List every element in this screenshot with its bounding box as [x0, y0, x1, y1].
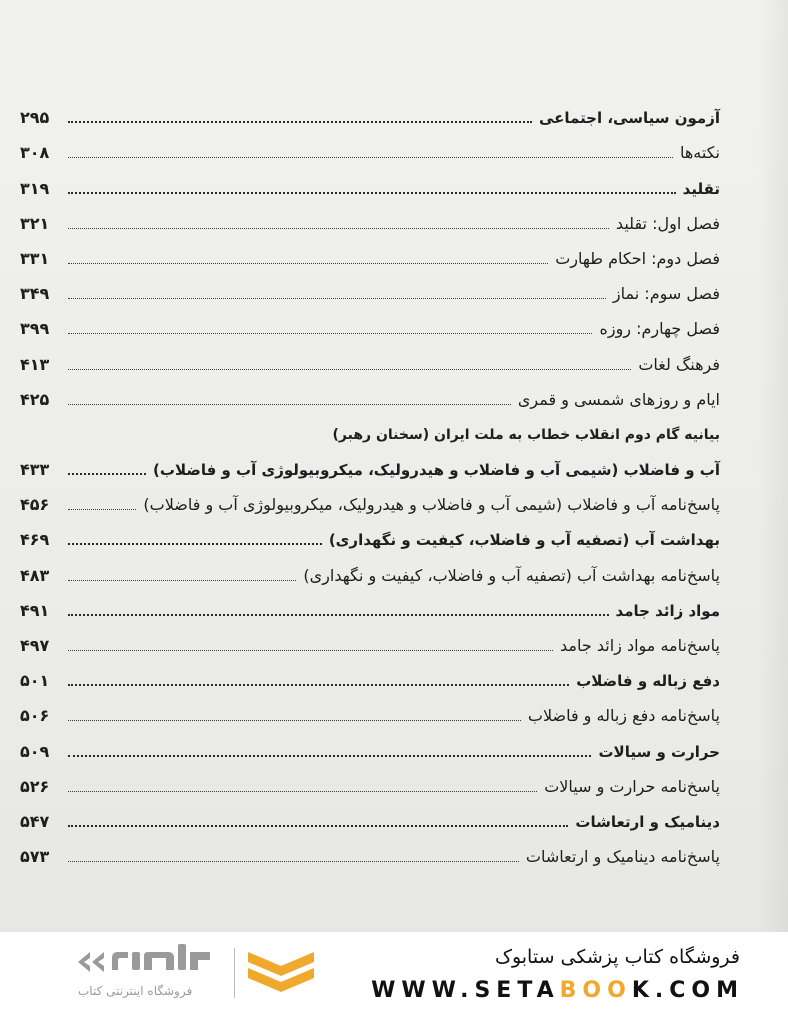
dot-leader — [68, 262, 548, 264]
url-part-a: WWW.SETA — [371, 978, 560, 1003]
toc-entry[interactable] — [20, 733, 720, 768]
dot-leader — [68, 403, 511, 405]
toc-entry[interactable] — [20, 276, 720, 311]
toc-entry-title: دینامیک و ارتعاشات — [575, 812, 720, 831]
dot-leader — [68, 614, 609, 616]
toc-entry-title: فصل سوم: نماز — [612, 284, 720, 304]
toc-entry-title: دفع زباله و فاضلاب — [576, 672, 720, 691]
dot-leader — [68, 860, 519, 862]
toc-page-number: ۴۹۱ — [20, 600, 50, 620]
logo-divider — [234, 948, 235, 998]
dot-leader — [68, 473, 146, 475]
table-of-contents — [20, 100, 720, 874]
toc-page-number: ۵۲۶ — [20, 776, 50, 796]
toc-page-number: ۵۴۷ — [20, 811, 50, 831]
toc-entry-title: نکته‌ها — [679, 143, 720, 163]
url-part-c: K.COM — [631, 978, 744, 1003]
toc-entry-title: مواد زائد جامد — [615, 601, 720, 620]
dot-leader — [68, 297, 606, 299]
footer-banner — [0, 932, 788, 1012]
setabook-logo[interactable] — [48, 940, 318, 1006]
toc-entry-title: پاسخ‌نامه حرارت و سیالات — [544, 776, 720, 796]
dot-leader — [68, 156, 673, 158]
dot-leader — [68, 755, 591, 757]
toc-entry[interactable] — [20, 663, 720, 698]
toc-entry-title: پاسخ‌نامه دفع زباله و فاضلاب — [527, 706, 720, 726]
logo-subtitle: فروشگاه اینترنتی کتاب — [78, 984, 193, 998]
toc-entry-title: بهداشت آب (تصفیه آب و فاضلاب، کیفیت و نگهداری) — [328, 531, 720, 550]
toc-page-number: ۴۲۵ — [20, 389, 50, 409]
toc-page-number: ۴۸۳ — [20, 565, 50, 585]
toc-entry-title: آزمون سیاسی، اجتماعی — [538, 109, 720, 128]
store-url[interactable] — [371, 978, 744, 1003]
dot-leader — [68, 508, 136, 510]
toc-entry-title: فرهنگ لغات — [638, 354, 720, 374]
dot-leader — [68, 825, 568, 827]
toc-page-number: ۴۶۹ — [20, 530, 50, 550]
toc-page-number: ۳۳۱ — [20, 248, 50, 268]
toc-entry[interactable] — [20, 135, 720, 170]
toc-page-number: ۵۰۶ — [20, 706, 50, 726]
toc-entry[interactable] — [20, 170, 720, 205]
toc-entry-title: آب و فاضلاب (شیمی آب و فاضلاب و هیدرولیک، میکروبیولوژی آب و فاضلاب) — [153, 461, 720, 480]
toc-entry[interactable] — [20, 769, 720, 804]
toc-page-number: ۴۵۶ — [20, 495, 50, 515]
toc-page-number: ۵۰۱ — [20, 671, 50, 691]
toc-page-number: ۳۰۸ — [20, 143, 50, 163]
toc-entry[interactable] — [20, 452, 720, 487]
toc-entry-title: پاسخ‌نامه آب و فاضلاب (شیمی آب و فاضلاب و هیدرولیک، میکروبیولوژی آب و فاضلاب) — [143, 495, 720, 515]
toc-entry[interactable] — [20, 557, 720, 592]
toc-page-number: ۴۳۳ — [20, 460, 50, 480]
toc-entry[interactable] — [20, 311, 720, 346]
toc-entry[interactable] — [20, 346, 720, 381]
toc-entry-title: پاسخ‌نامه بهداشت آب (تصفیه آب و فاضلاب، کیفیت و نگهداری) — [303, 565, 720, 585]
dot-leader — [68, 192, 676, 194]
toc-page-number: ۳۴۹ — [20, 284, 50, 304]
toc-page-number: ۳۹۹ — [20, 319, 50, 339]
toc-page-number: ۵۷۳ — [20, 847, 50, 867]
toc-entry[interactable] — [20, 487, 720, 522]
toc-page-number: ۳۱۹ — [20, 178, 50, 198]
toc-entry-title: فصل دوم: احکام طهارت — [555, 248, 720, 268]
dot-leader — [68, 790, 537, 792]
toc-entry-title: پاسخ‌نامه دینامیک و ارتعاشات — [525, 847, 720, 867]
toc-entry[interactable] — [20, 206, 720, 241]
toc-page-number: ۴۹۷ — [20, 636, 50, 655]
dot-leader — [68, 719, 521, 721]
toc-page-number: ۴۱۳ — [20, 354, 50, 374]
toc-entry[interactable] — [20, 522, 720, 557]
toc-page-number: ۵۰۹ — [20, 741, 50, 761]
toc-entry[interactable] — [20, 241, 720, 276]
toc-entry-title: فصل اول: تقلید — [615, 213, 720, 233]
toc-entry-title: پاسخ‌نامه مواد زائد جامد — [560, 636, 720, 655]
toc-entry[interactable] — [20, 698, 720, 733]
url-part-accent: BOO — [559, 978, 632, 1003]
toc-entry[interactable] — [20, 628, 720, 663]
dot-leader — [68, 684, 569, 686]
toc-entry-title: تقلید — [682, 179, 720, 198]
toc-entry[interactable] — [20, 804, 720, 839]
book-chevron-icon — [244, 948, 318, 998]
dot-leader — [68, 368, 631, 370]
toc-entry[interactable] — [20, 382, 720, 417]
store-name: فروشگاه کتاب پزشکی ستابوک — [494, 946, 740, 968]
toc-entry[interactable] — [20, 100, 720, 135]
toc-entry-title: بیانیه گام دوم انقلاب خطاب به ملت ایران (سخنان رهبر) — [332, 426, 720, 443]
toc-entry-title: حرارت و سیالات — [598, 742, 720, 761]
toc-heading[interactable] — [20, 417, 720, 452]
dot-leader — [68, 579, 296, 581]
dot-leader — [68, 332, 592, 334]
dot-leader — [68, 649, 553, 651]
dot-leader — [68, 121, 532, 123]
dot-leader — [68, 227, 609, 229]
toc-entry[interactable] — [20, 839, 720, 874]
toc-entry-title: فصل چهارم: روزه — [599, 319, 720, 339]
dot-leader — [68, 543, 322, 545]
toc-page-number: ۲۹۵ — [20, 108, 50, 128]
toc-entry-title: ایام و روزهای شمسی و قمری — [517, 389, 720, 409]
toc-page-number: ۳۲۱ — [20, 213, 50, 233]
toc-entry[interactable] — [20, 593, 720, 628]
logo-wordmark-icon — [68, 940, 218, 980]
